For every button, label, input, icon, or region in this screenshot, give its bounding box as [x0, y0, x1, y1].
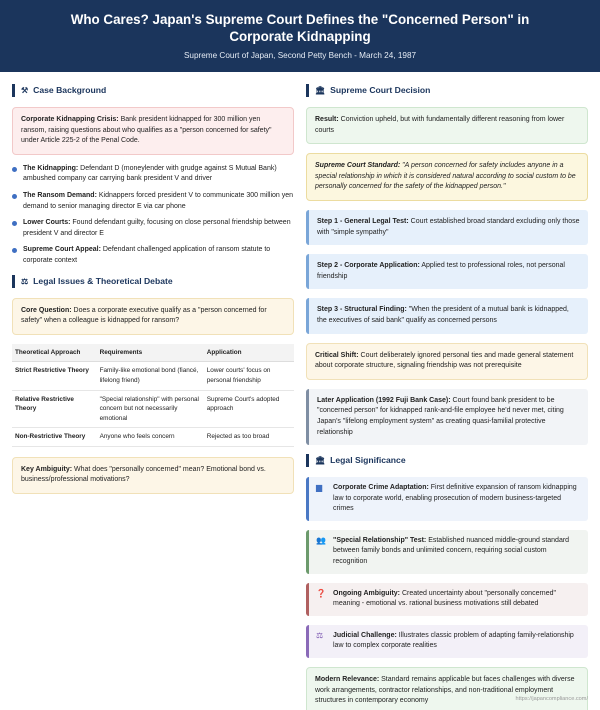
significance-item: ❓ Ongoing Ambiguity: Created uncertainty about "personally concerned" meaning - emotional vs. rational business motivations still debated	[306, 583, 588, 616]
table-row: Relative Restrictive Theory "Special relationship" with personal concern but not necessarily emotional Supreme Court's adopted approach	[12, 390, 294, 428]
background-list	[12, 164, 294, 267]
modern-relevance-box: Modern Relevance: Standard remains applicable but faces challenges with diverse work arrangements, contractor relationships, and non-traditional employment structures in contemporary economy	[306, 667, 588, 710]
theory-table	[12, 344, 294, 447]
list-item: Supreme Court Appeal: Defendant challenged application of ransom statute to corporate context	[12, 245, 294, 266]
building-icon: ▆	[316, 483, 323, 493]
table-header: Requirements	[97, 344, 204, 362]
people-icon: 👥	[316, 535, 326, 545]
table-header: Theoretical Approach	[12, 344, 97, 362]
page-title: Who Cares? Japan's Supreme Court Defines the "Concerned Person" in Corporate Kidnapping	[70, 12, 530, 44]
balance-scale-icon: ⚖	[316, 630, 324, 640]
step-box: Step 2 - Corporate Application: Applied test to professional roles, not personal friendship	[306, 254, 588, 289]
legal-issues-heading: ⚖ Legal Issues & Theoretical Debate	[12, 275, 294, 288]
significance-heading: 🏛 Legal Significance	[306, 454, 588, 467]
ambiguity-box: Key Ambiguity: What does "personally concerned" mean? Emotional bond vs. business/professional motivations?	[12, 457, 294, 494]
right-column	[306, 84, 588, 710]
significance-item: ▆ Corporate Crime Adaptation: First definitive expansion of ransom kidnapping law to corporate world, enabling prosecution of modern business-targeted crimes	[306, 477, 588, 521]
scale-icon: ⚖	[21, 276, 29, 286]
result-box: Result: Conviction upheld, but with fundamentally different reasoning from lower courts	[306, 107, 588, 144]
left-column	[12, 84, 294, 503]
list-item: Lower Courts: Found defendant guilty, focusing on close personal friendship between president V and director E	[12, 218, 294, 239]
list-item: The Kidnapping: Defendant D (moneylender with grudge against S Mutual Bank) ambushed company car carrying bank president V and driver	[12, 164, 294, 185]
crisis-box: Corporate Kidnapping Crisis: Bank president kidnapped for 300 million yen ransom, raising questions about who qualifies as a "person concerned for safety" under Article 225-2 of the Penal Code.	[12, 107, 294, 155]
significance-item: 👥 "Special Relationship" Test: Established nuanced middle-ground standard between family bonds and unlimited concern, requiring social custom recognition	[306, 530, 588, 574]
later-application-box: Later Application (1992 Fuji Bank Case): Court found bank president to be "concerned person" for kidnapped rank-and-file employee he'd never met, citing Japan's "lifelong employment system" as creating quasi-familial protective relationship	[306, 389, 588, 445]
courthouse-icon: 🏛	[315, 456, 326, 466]
step-box: Step 3 - Structural Finding: "When the president of a mutual bank is kidnapped, the executives of said bank" qualify as concerned persons	[306, 298, 588, 333]
question-icon: ❓	[316, 588, 326, 598]
page-header	[0, 0, 600, 72]
decision-heading: 🏛 Supreme Court Decision	[306, 84, 588, 97]
courthouse-icon: 🏛	[315, 86, 326, 95]
standard-quote-box: Supreme Court Standard: "A person concerned for safety includes anyone in a special relationship in which it is considered natural according to social custom to be personally concerned for the safety of the kidnapped person."	[306, 153, 588, 201]
step-box: Step 1 - General Legal Test: Court established broad standard excluding only those with "simple sympathy"	[306, 210, 588, 245]
table-row: Strict Restrictive Theory Family-like emotional bond (fiancé, lifelong friend) Lower courts' focus on personal friendship	[12, 362, 294, 390]
significance-item: ⚖ Judicial Challenge: Illustrates classic problem of adapting family-relationship law to complex corporate realities	[306, 625, 588, 658]
table-header: Application	[204, 344, 294, 362]
footer-url: https://japancompliance.com/	[515, 696, 588, 703]
gavel-icon: ⚒	[21, 86, 29, 95]
core-question-box: Core Question: Does a corporate executive qualify as a "person concerned for safety" when a colleague is kidnapped for ransom?	[12, 298, 294, 335]
list-item: The Ransom Demand: Kidnappers forced president V to communicate 300 million yen demand to senior managing director E via car phone	[12, 191, 294, 212]
table-row: Non-Restrictive Theory Anyone who feels concern Rejected as too broad	[12, 428, 294, 447]
page-subtitle: Supreme Court of Japan, Second Petty Bench - March 24, 1987	[183, 51, 417, 60]
case-background-heading: ⚒ Case Background	[12, 84, 294, 97]
critical-shift-box: Critical Shift: Court deliberately ignored personal ties and made general statement about corporate structure, signaling friendship was not prerequisite	[306, 343, 588, 380]
